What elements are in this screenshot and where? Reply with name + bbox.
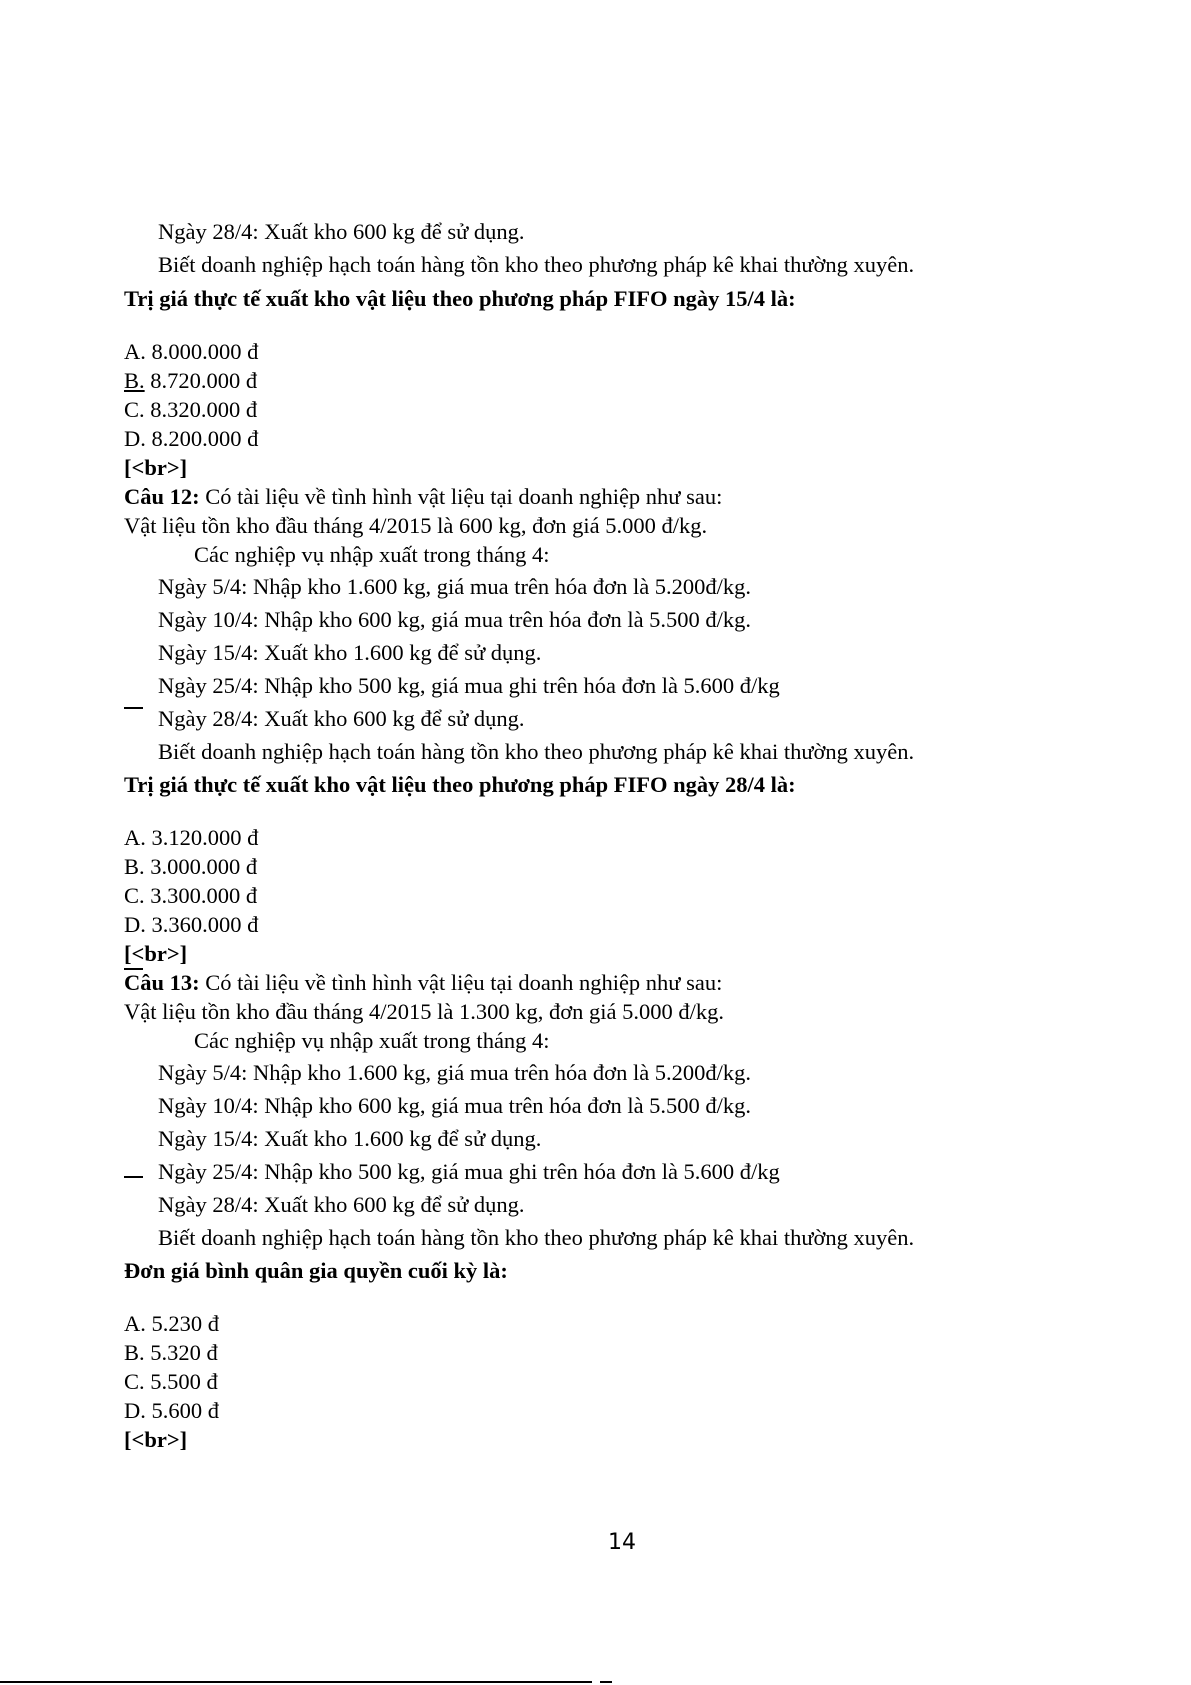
- q12-op-3: Ngày 15/4: Xuất kho 1.600 kg để sử dụng.: [158, 640, 542, 665]
- top-line-2: Biết doanh nghiệp hạch toán hàng tồn kho theo phương pháp kê khai thường xuyên.: [158, 252, 915, 277]
- option-a: A. 5.230 đ: [124, 1311, 219, 1336]
- q13-note: Biết doanh nghiệp hạch toán hàng tồn kho theo phương pháp kê khai thường xuyên.: [158, 1225, 915, 1250]
- option-c: C. 3.300.000 đ: [124, 883, 258, 908]
- q12-stock: Vật liệu tồn kho đầu tháng 4/2015 là 600 kg, đơn giá 5.000 đ/kg.: [124, 513, 708, 538]
- q12-note: Biết doanh nghiệp hạch toán hàng tồn kho theo phương pháp kê khai thường xuyên.: [158, 739, 915, 764]
- question-13: Đơn giá bình quân gia quyền cuối kỳ là:: [124, 1258, 508, 1283]
- option-c: C. 8.320.000 đ: [124, 397, 258, 422]
- q13-op-1: Ngày 5/4: Nhập kho 1.600 kg, giá mua trên hóa đơn là 5.200đ/kg.: [158, 1060, 752, 1085]
- question-11: Trị giá thực tế xuất kho vật liệu theo phương pháp FIFO ngày 15/4 là:: [124, 286, 796, 311]
- separator: [<br>]: [124, 941, 188, 966]
- margin-dash: [124, 1176, 143, 1178]
- q13-op-5: Ngày 28/4: Xuất kho 600 kg để sử dụng.: [158, 1192, 525, 1217]
- q12-op-1: Ngày 5/4: Nhập kho 1.600 kg, giá mua trên hóa đơn là 5.200đ/kg.: [158, 574, 752, 599]
- q13-ops-title: Các nghiệp vụ nhập xuất trong tháng 4:: [194, 1028, 550, 1053]
- q13-op-2: Ngày 10/4: Nhập kho 600 kg, giá mua trên hóa đơn là 5.500 đ/kg.: [158, 1093, 752, 1118]
- q13-header: Câu 13: Có tài liệu về tình hình vật liệu tại doanh nghiệp như sau:: [124, 970, 723, 995]
- question-12: Trị giá thực tế xuất kho vật liệu theo phương pháp FIFO ngày 28/4 là:: [124, 772, 796, 797]
- margin-dash: [124, 707, 143, 709]
- q12-header: Câu 12: Có tài liệu về tình hình vật liệu tại doanh nghiệp như sau:: [124, 484, 723, 509]
- page-number: 14: [608, 1530, 636, 1555]
- option-a: A. 3.120.000 đ: [124, 825, 259, 850]
- option-d: D. 8.200.000 đ: [124, 426, 259, 451]
- separator: [<br>]: [124, 1427, 188, 1452]
- top-line-1: Ngày 28/4: Xuất kho 600 kg để sử dụng.: [158, 219, 525, 244]
- q12-ops-title: Các nghiệp vụ nhập xuất trong tháng 4:: [194, 542, 550, 567]
- q12-op-4: Ngày 25/4: Nhập kho 500 kg, giá mua ghi trên hóa đơn là 5.600 đ/kg: [158, 673, 780, 698]
- option-b: B. 3.000.000 đ: [124, 854, 258, 879]
- q12-op-5: Ngày 28/4: Xuất kho 600 kg để sử dụng.: [158, 706, 525, 731]
- footer-rule: [0, 1681, 592, 1683]
- footer-rule-fragment: [600, 1681, 612, 1683]
- option-c: C. 5.500 đ: [124, 1369, 218, 1394]
- q13-op-3: Ngày 15/4: Xuất kho 1.600 kg để sử dụng.: [158, 1126, 542, 1151]
- q13-op-4: Ngày 25/4: Nhập kho 500 kg, giá mua ghi trên hóa đơn là 5.600 đ/kg: [158, 1159, 780, 1184]
- option-b-label: B.: [124, 368, 145, 393]
- separator: [<br>]: [124, 455, 188, 480]
- option-d: D. 5.600 đ: [124, 1398, 219, 1423]
- option-d: D. 3.360.000 đ: [124, 912, 259, 937]
- option-b: B. 5.320 đ: [124, 1340, 218, 1365]
- q13-stock: Vật liệu tồn kho đầu tháng 4/2015 là 1.300 kg, đơn giá 5.000 đ/kg.: [124, 999, 724, 1024]
- q12-op-2: Ngày 10/4: Nhập kho 600 kg, giá mua trên hóa đơn là 5.500 đ/kg.: [158, 607, 752, 632]
- option-a: A. 8.000.000 đ: [124, 339, 259, 364]
- option-b: B. 8.720.000 đ: [124, 368, 258, 393]
